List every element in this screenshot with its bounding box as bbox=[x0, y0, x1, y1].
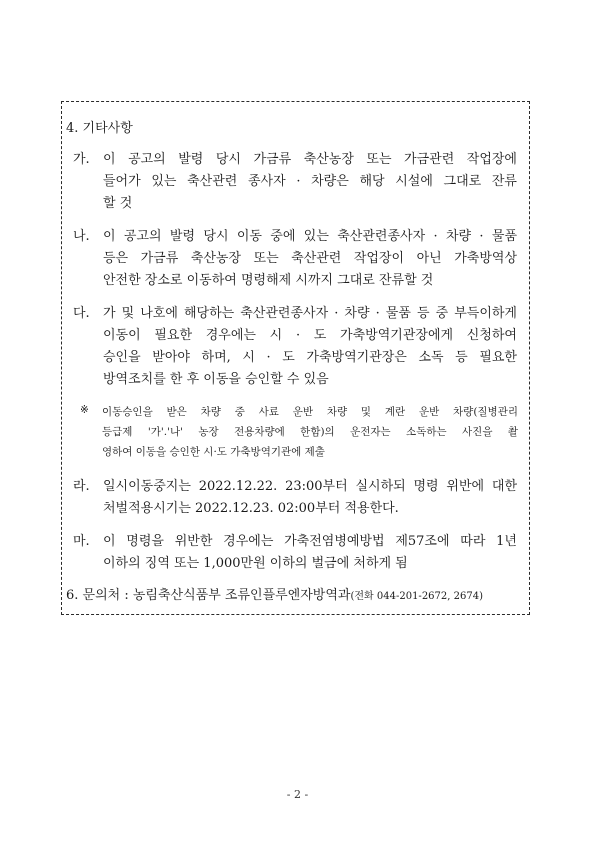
item-da-line-3: 승인을 받아야 하며, 시 · 도 가축방역기관장은 소독 등 필요한 bbox=[103, 350, 517, 365]
page-number: - 2 - bbox=[286, 788, 309, 801]
item-ra-line-1: 일시이동중지는 2022.12.22. 23:00부터 실시하되 명령 위반에 대한 bbox=[103, 479, 517, 494]
note-marker: ※ bbox=[80, 404, 89, 416]
item-da-line-2: 이동이 필요한 경우에는 시 · 도 가축방역기관장에게 신청하여 bbox=[103, 328, 517, 343]
contact-line bbox=[66, 584, 483, 603]
item-label-da: 다. bbox=[73, 306, 90, 321]
item-label-ra: 라. bbox=[73, 479, 90, 494]
note-line-2: 등급제 '가'.'나' 농장 전용차량에 한함)의 운전자는 소독하는 사진을 촬 bbox=[102, 426, 518, 438]
contact-phone: (전화 044-201-2672, 2674) bbox=[350, 591, 483, 602]
note-line-3: 영하여 이동을 승인한 시·도 가축방역기관에 제출 bbox=[102, 446, 325, 458]
item-da-line-4: 방역조치를 한 후 이동을 승인할 수 있음 bbox=[103, 372, 329, 387]
item-na-line-3: 안전한 장소로 이동하여 명령해제 시까지 그대로 잔류할 것 bbox=[103, 273, 434, 288]
item-na-line-2: 등은 가금류 축산농장 또는 축산관련 작업장이 아닌 가축방역상 bbox=[103, 251, 517, 266]
item-label-ga: 가. bbox=[73, 152, 90, 167]
item-ma-line-2: 이하의 징역 또는 1,000만원 이하의 벌금에 처하게 됨 bbox=[103, 556, 408, 571]
section-heading: 4. 기타사항 bbox=[66, 121, 133, 136]
item-ga-line-1: 이 공고의 발령 당시 가금류 축산농장 또는 가금관련 작업장에 bbox=[103, 152, 517, 167]
item-ga-line-2: 들어가 있는 축산관련 종사자 · 차량은 해당 시설에 그대로 잔류 bbox=[103, 174, 517, 189]
item-na-line-1: 이 공고의 발령 당시 이동 중에 있는 축산관련종사자 · 차량 · 물품 bbox=[103, 229, 517, 244]
item-ra-line-2: 처벌적용시기는 2022.12.23. 02:00부터 적용한다. bbox=[103, 501, 399, 516]
contact-main: 6. 문의처 : 농림축산식품부 조류인플루엔자방역과 bbox=[66, 588, 351, 603]
item-da-line-1: 가 및 나호에 해당하는 축산관련종사자 · 차량 · 물품 등 중 부득이하게 bbox=[103, 306, 517, 321]
item-label-ma: 마. bbox=[73, 534, 90, 549]
note-line-1: 이동승인을 받은 차량 중 사료 운반 차량 및 계란 운반 차량(질병관리 bbox=[102, 406, 518, 418]
item-ma-line-1: 이 명령을 위반한 경우에는 가축전염병예방법 제57조에 따라 1년 bbox=[103, 534, 517, 549]
item-label-na: 나. bbox=[73, 229, 90, 244]
item-ga-line-3: 할 것 bbox=[103, 196, 133, 211]
